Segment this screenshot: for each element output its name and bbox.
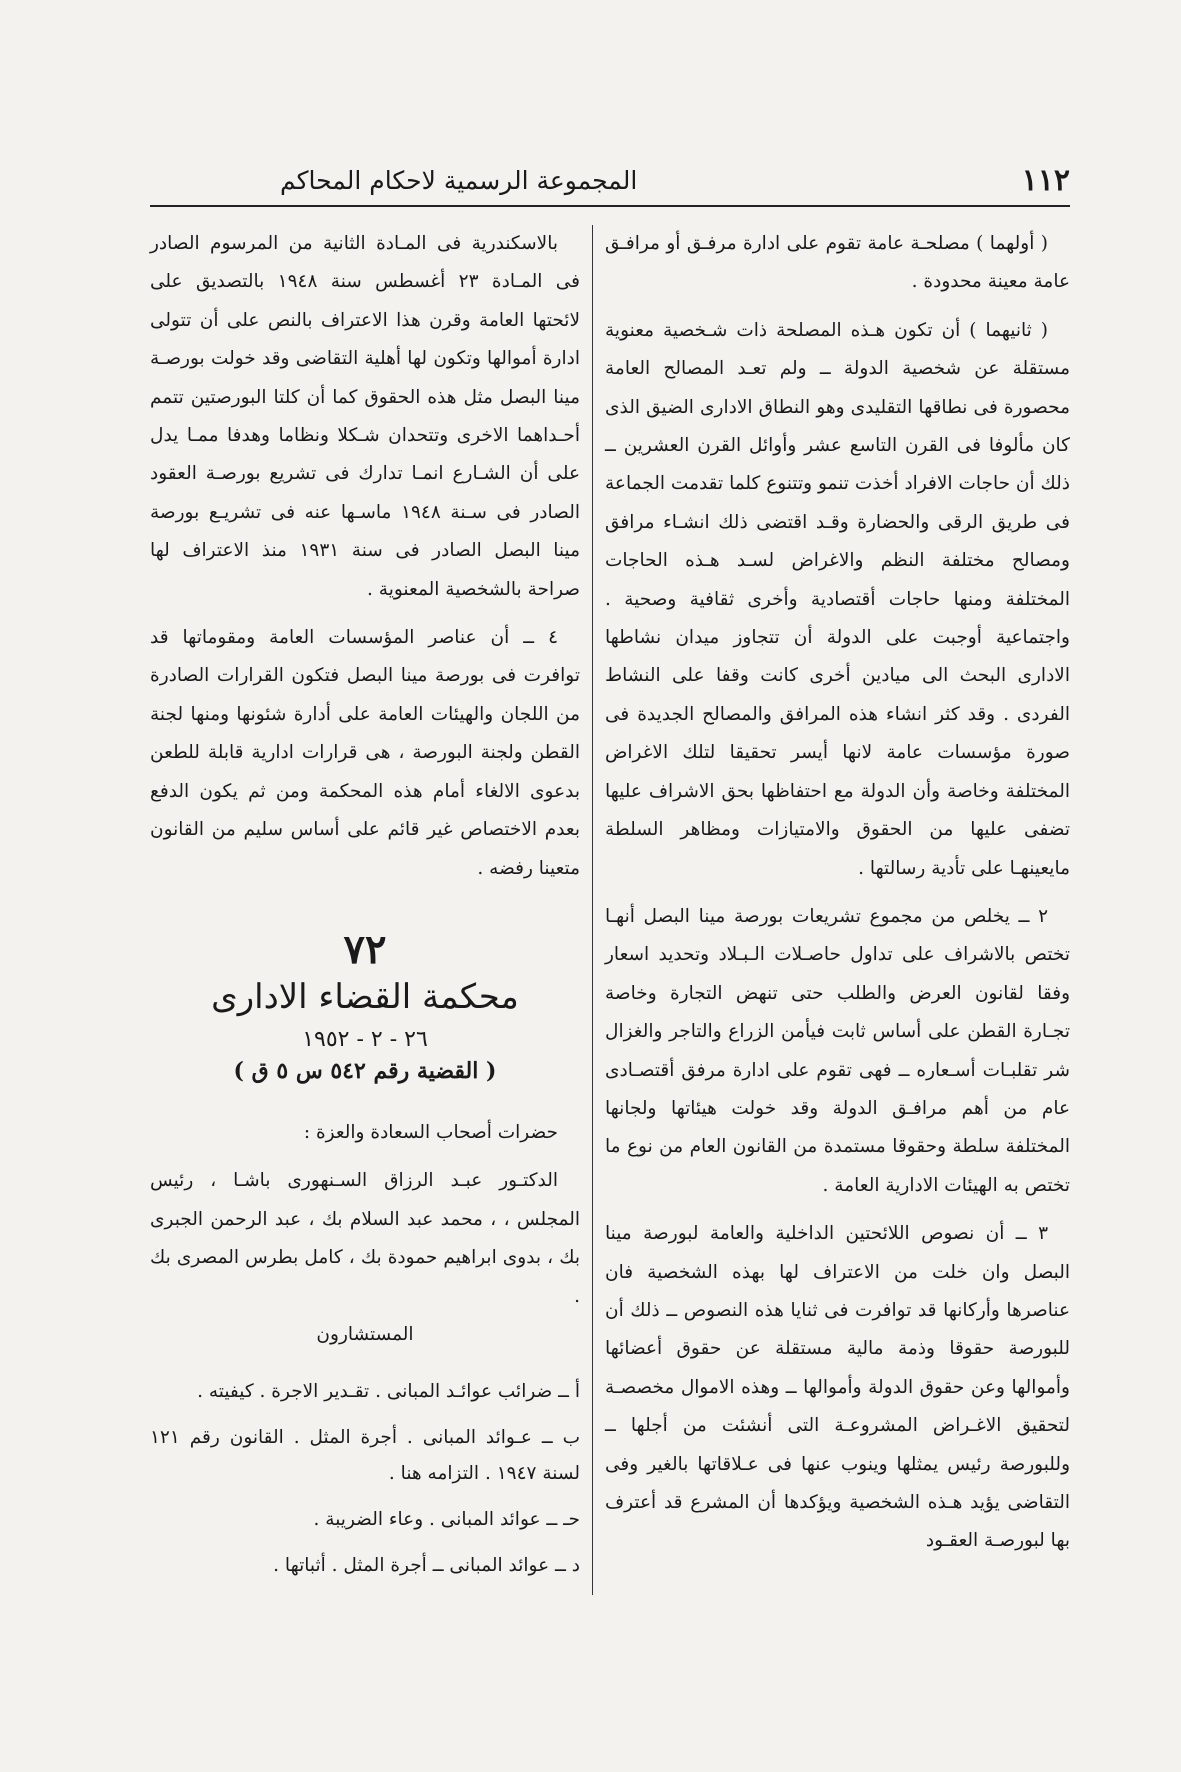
panel-intro: حضرات أصحاب السعادة والعزة : — [303, 1121, 558, 1143]
panel-role: المستشارون — [316, 1323, 414, 1345]
case-date: ٢٦ - ٢ - ١٩٥٢ — [302, 1026, 428, 1052]
column-divider — [592, 225, 593, 1595]
paragraph: ٤ ــ أن عناصر المؤسسات العامة ومقوماتها قد توافرت فى بورصة مينا البصل فتكون القرارات الصادرة من اللجان والهيئات العامة على أدارة شئونها ومنها لجنة القطن ولجنة البورصة ، هى قرارات ادارية قابلة للطعن بدعوى الالغاء أمام هذه المحكمة ومن ثم يكون الدفع بعدم الاختصاص غير قائم على أساس سليم من القانون متعينا رفضه . — [150, 627, 580, 879]
right-column — [605, 225, 1070, 1561]
page-number: ١١٢ — [1021, 162, 1070, 198]
paragraph: ٢ ــ يخلص من مجموع تشريعات بورصة مينا البصل أنهـا تختص بالاشراف على تداول حاصـلات الـبـلاد وتحديد اسعار وفقا لقانون العرض والطلب حتى تنهض التجارة وخاصة تجـارة القطن على أساس ثابت فيأمن الزراع والتاجر والغزال شر تقلبـات أسـعاره ــ فهى تقوم على ادارة مرفق أقتصـادى عام من أهم مرافـق الدولة وقد خولت هيئاتها ولجانها المختلفة سلطة وحقوقا مستمدة من القانون العام من نوع ما تختص به الهيئات الادارية العامة . — [605, 905, 1070, 1196]
panel-members: الدكتـور عبـد الرزاق السـنهورى باشـا ، رئيس المجلس ، ، محمد عبد السلام بك ، عبد الرحمن الجبرى بك ، بدوى ابراهيم حمودة بك ، كامل بطرس المصرى بك . — [150, 1170, 580, 1307]
court-name: محكمة القضاء الادارى — [211, 976, 519, 1017]
paragraph: ٣ ــ أن نصوص اللائحتين الداخلية والعامة لبورصة مينا البصل وان خلت من الاعتراف لها بهذه الشخصية فان عناصرها وأركانها قد توافرت فى ثنايا هذه النصوص ــ ذلك أن للبورصة حقوقا وذمة مالية مستقلة عن حقوق أعضائها وأموالها وعن حقوق الدولة وأموالها ــ وهذه الاموال مخصصـة لتحقيق الاغـراض المشروعـة التى أنشئت من أجلها ــ وللبورصة رئيس يمثلها وينوب عنها فى عـلاقاتها بالغير وفى التقاضى يؤيد هـذه الشخصية ويؤكدها أن المشرع قد أعترف بها لبورصـة العقـود — [605, 1223, 1070, 1552]
page-header — [150, 155, 1070, 207]
headnote-item: أ ــ ضرائب عوائـد المبانى . تقـدير الاجرة . كيفيته . — [197, 1381, 580, 1403]
running-title: المجموعة الرسمية لاحكام المحاكم — [280, 165, 638, 195]
paragraph: ( أولهما ) مصلحـة عامة تقوم على ادارة مرفـق أو مرافـق عامة معينة محدودة . — [605, 233, 1070, 293]
case-reference: ( القضية رقم ٥٤٢ س ٥ ق ) — [233, 1057, 497, 1084]
headnote-item: حـ ــ عوائد المبانى . وعاء الضريبة . — [313, 1509, 580, 1531]
paragraph: بالاسكندرية فى المـادة الثانية من المرسوم الصادر فى المـادة ٢٣ أغسطس سنة ١٩٤٨ بالتصديق على لائحتها العامة وقرن هذا الاعتراف بالنص على أن تتولى ادارة أموالها وتكون لها أهلية التقاضى وقد خولت بورصـة مينا البصل مثل هذه الحقوق كما أن كلتا البورصتين تتمم أحـداهما الاخرى وتتحدان شـكلا ونظاما وهدفا ممـا يدل على أن الشـارع انمـا تدارك فى تشريع بورصـة العقود الصادر فى سـنة ١٩٤٨ ماسـها عنه فى تشريـع بورصة مينا البصل الصادر فى سنة ١٩٣١ منذ الاعتراف لها صراحة بالشخصية المعنوية . — [150, 233, 581, 600]
case-number: ٧٢ — [343, 925, 387, 973]
left-column — [150, 225, 580, 1584]
headnote-item: د ــ عوائد المبانى ــ أجرة المثل . أثباتها . — [273, 1555, 580, 1577]
paragraph: ( ثانيهما ) أن تكون هـذه المصلحة ذات شـخصية معنوية مستقلة عن شخصية الدولة ــ ولم تعـد المصالح العامة محصورة فى نطاقها التقليدى وهو النطاق الادارى الضيق الذى كان مألوفا فى القرن التاسع عشر وأوائل القرن العشرين ــ ذلك أن حاجات الافراد أخذت تنمو وتتنوع كلما تقدمت الجماعة فى طريق الرقى والحضارة وقـد اقتضى ذلك انشـاء مرافق ومصالح مختلفة النظم والاغراض لسـد هـذه الحاجات المختلفة ومنها حاجات أقتصادية وأخرى ثقافية وصحية . واجتماعية أوجبت على الدولة أن تتجاوز ميدان نشاطها الادارى البحث الى ميادين أخرى كانت وقفا على النشاط الفردى . وقد كثر انشاء هذه المرافق والمصالح الجديدة فى صورة مؤسسات عامة لانها أيسر تحقيقا لتلك الاغراض المختلفة وخاصة وأن الدولة مع احتفاظها بحق الاشراف عليها تضفى عليها من الحقوق والامتيازات ومظاهر السلطة مايعينهـا على تأدية رسالتها . — [605, 319, 1070, 879]
headnote-item: ب ــ عـوائد المبانى . أجرة المثل . القانون رقم ١٢١ لسنة ١٩٤٧ . التزامه هنا . — [150, 1427, 580, 1485]
